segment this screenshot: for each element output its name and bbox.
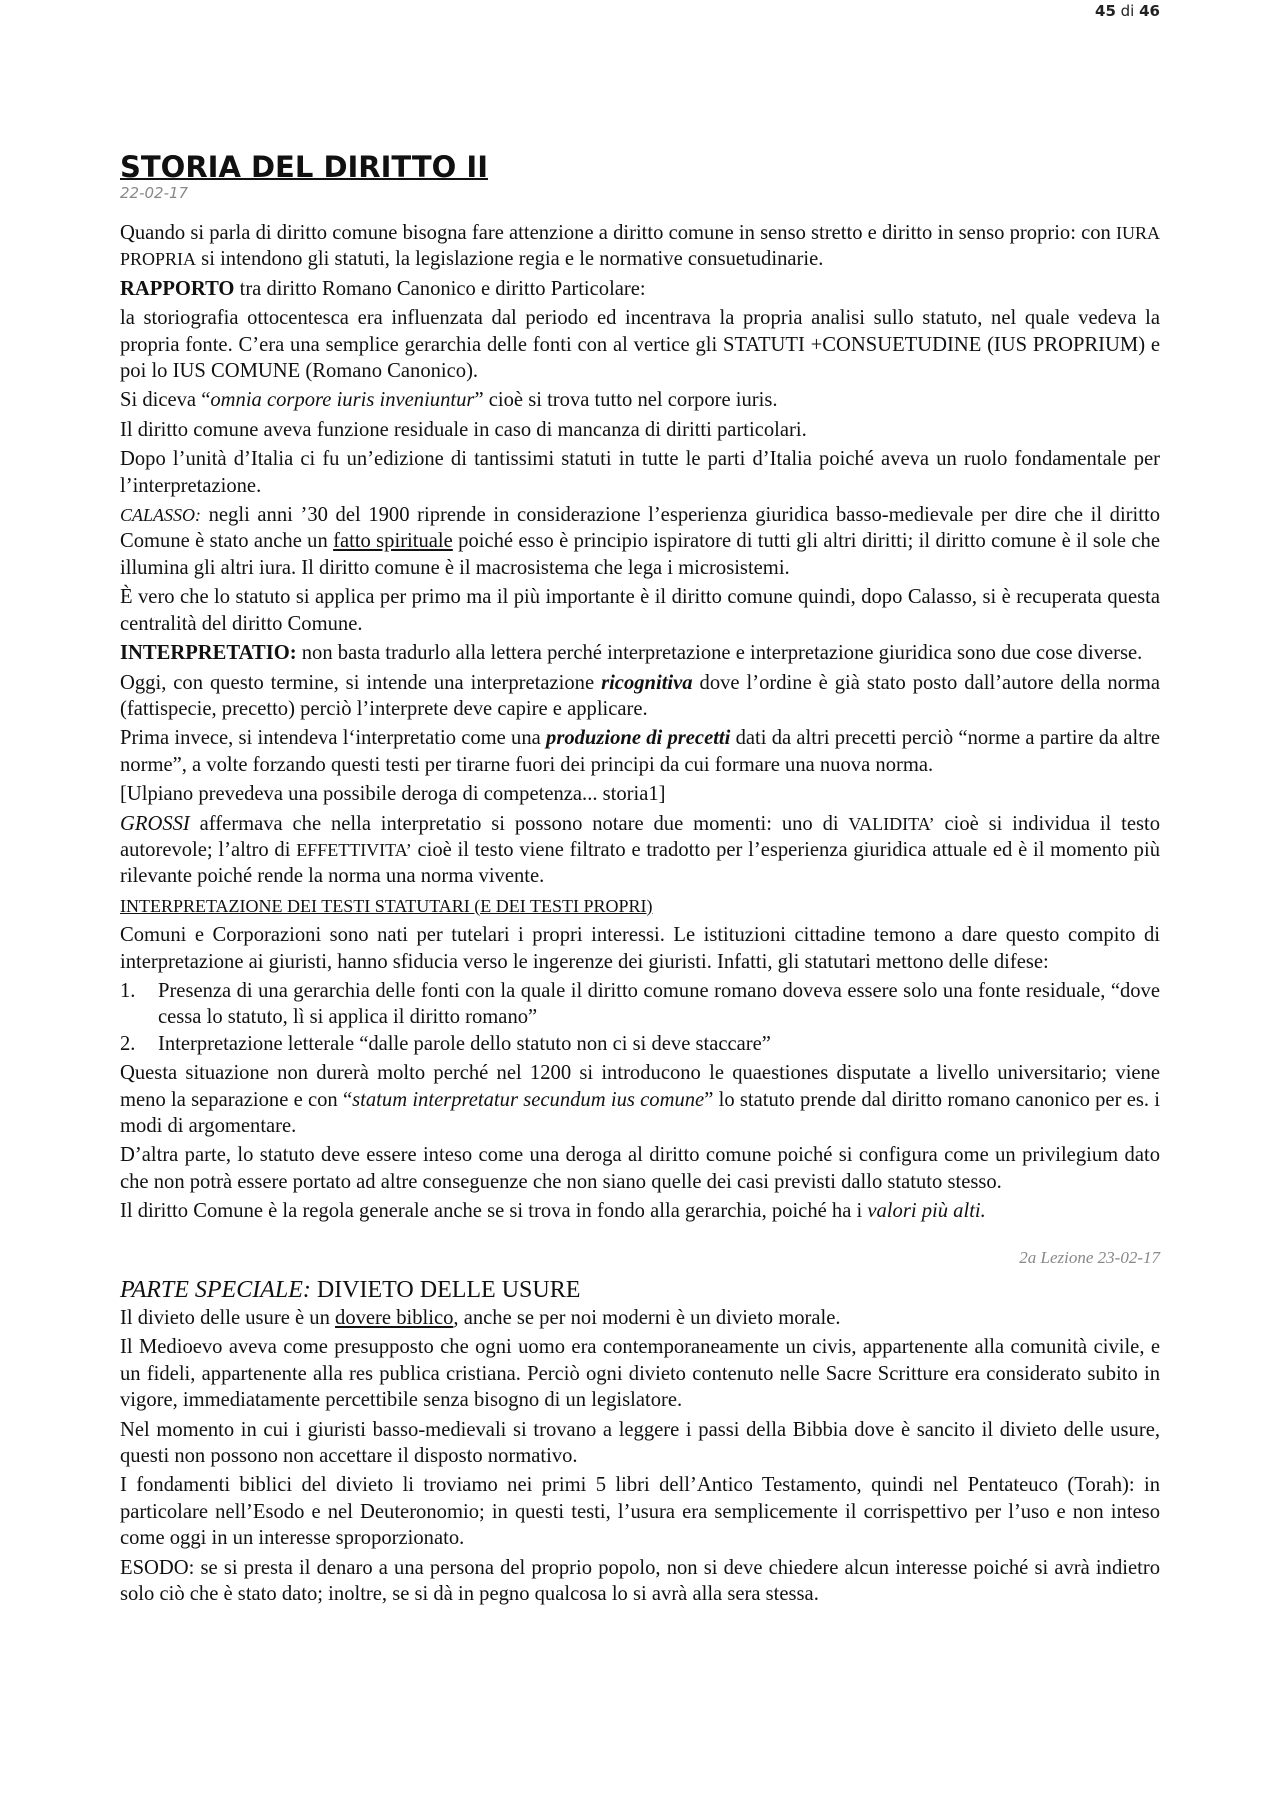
paragraph: I fondamenti biblici del divieto li troviamo nei primi 5 libri dell’Antico Testamento, quindi nel Pentateuco (Torah): in particolare nell’Esodo e nel Deuteronomio; in questi testi, l’usura era semplicemente il corrispettivo per l’uso e non inteso come oggi in un interesse sproporzionato. (120, 1474, 1160, 1550)
text: negli anni ’30 del 1900 riprende in considerazione l’esperienza giuridica basso-medievale per dire che il diritto Comune è stato anche un (120, 504, 1160, 553)
lesson-date: 2a Lezione 23-02-17 (1019, 1247, 1160, 1267)
text: affermava che nella interpretatio si possono notare due momenti: uno di (189, 812, 849, 835)
text: Si diceva “ (120, 389, 211, 412)
paragraph: È vero che lo statuto si applica per primo ma il più importante è il diritto comune quindi, dopo Calasso, si è recuperata questa centralità del diritto Comune. (120, 586, 1160, 635)
paragraph (120, 893, 1160, 919)
page-total: 46 (1139, 2, 1160, 20)
text: Il diritto Comune è la regola generale anche se si trova in fondo alla gerarchia, poiché ha i (120, 1200, 868, 1223)
page-number (1095, 2, 1160, 20)
list-item (120, 978, 1160, 1031)
text-italic: statum interpretatur secundum ius comune (352, 1088, 705, 1111)
text: tra diritto Romano Canonico e diritto Particolare: (234, 277, 646, 300)
text: Questa situazione non durerà molto perché nel 1200 si introducono le quaestiones disputate a livello universitario; viene meno la separazione e con “ (120, 1062, 1160, 1111)
paragraph: Nel momento in cui i giuristi basso-medievali si trovano a leggere i passi della Bibbia dove è sancito il divieto delle usure, questi non possono non accettare il disposto normativo. (120, 1418, 1160, 1468)
paragraph (120, 1198, 1160, 1224)
document-body (120, 150, 1160, 1611)
text-italic: omnia corpore iuris inveniuntur (210, 389, 475, 412)
list-text: Presenza di una gerarchia delle fonti con la quale il diritto comune romano doveva essere solo una fonte residuale, “dove cessa lo statuto, lì si applica il diritto romano” (158, 979, 1160, 1029)
text-italic: valori più alti. (867, 1200, 986, 1223)
list-number: 2. (120, 1032, 136, 1055)
paragraph (120, 220, 1160, 273)
paragraph: Dopo l’unità d’Italia ci fu un’edizione di tantissimi statuti in tutte le parti d’Italia poiché aveva un ruolo fondamentale per l’interpretazione. (120, 448, 1160, 497)
document-date: 22-02-17 (120, 184, 189, 202)
text: Quando si parla di diritto comune bisogna fare attenzione a diritto comune in senso stretto e diritto in senso proprio: con (120, 222, 1116, 244)
paragraph (120, 387, 1160, 413)
text: si intendono gli statuti, la legislazione regia e le normative consuetudinarie. (196, 248, 824, 271)
text: cioè si individua il testo autorevole; l’altro di (120, 812, 1160, 861)
list-number: 1. (120, 979, 136, 1002)
text-italic: GROSSI (120, 812, 190, 835)
paragraph (120, 640, 1160, 666)
text-bold-italic: produzione di precetti (546, 727, 731, 750)
text-italic: PARTE SPECIALE: (120, 1277, 311, 1304)
paragraph (120, 670, 1160, 723)
text: , anche se per noi moderni è un divieto morale. (453, 1307, 841, 1330)
paragraph (120, 276, 1160, 302)
text-underlined: dovere biblico (335, 1307, 454, 1330)
text-smallcaps: VALIDITA’ (848, 813, 935, 834)
text-smallcaps: EFFETTIVITA’ (296, 839, 412, 860)
paragraph: Il Medioevo aveva come presupposto che ogni uomo era contemporaneamente un civis, appartenente alla comunità civile, e un fideli, appartenente alla res publica cristiana. Perciò ogni divieto contenuto nelle Sacre Scritture era considerato subito in vigore, immediatamente percettibile senza bisogno di un legislatore. (120, 1336, 1160, 1412)
text: ” lo statuto prende dal diritto romano canonico per es. i modi di argomentare. (120, 1088, 1160, 1137)
numbered-list (120, 978, 1160, 1057)
paragraph (120, 725, 1160, 778)
document-title: STORIA DEL DIRITTO II (120, 150, 488, 184)
text: DIVIETO DELLE USURE (310, 1277, 581, 1304)
text: dati da altri precetti perciò “norme a partire da altre norme”, a volte forzando questi testi per tirarne fuori dei principi da cui formare una nuova norma. (120, 727, 1160, 776)
paragraph: Il diritto comune aveva funzione residuale in caso di mancanza di diritti particolari. (120, 418, 807, 441)
paragraph (120, 811, 1160, 890)
list-text: Interpretazione letterale “dalle parole dello statuto non ci si deve staccare” (158, 1032, 771, 1055)
text-bold: INTERPRETATIO: (120, 642, 297, 665)
text-bold: RAPPORTO (120, 277, 235, 300)
paragraph: [Ulpiano prevedeva una possibile deroga di competenza... storia1] (120, 783, 666, 806)
text: ” cioè si trova tutto nel corpore iuris. (474, 389, 778, 412)
text-smallcaps: IURA PROPRIA (120, 223, 1160, 270)
list-item (120, 1031, 1160, 1057)
page-separator: di (1115, 2, 1140, 20)
paragraph: Comuni e Corporazioni sono nati per tutelari i propri interessi. Le istituzioni cittadine temono a dare questo compito di interpretazione ai giuristi, hanno sfiducia verso le ingerenze dei giuristi. Infatti, gli statutari mettono delle difese: (120, 924, 1160, 973)
paragraph (120, 1060, 1160, 1139)
paragraph (120, 502, 1160, 581)
text: non basta tradurlo alla lettera perché interpretazione e interpretazione giuridica sono due cose diverse. (296, 642, 1143, 665)
section-title (120, 1275, 1160, 1305)
section-heading-underlined: INTERPRETAZIONE DEI TESTI STATUTARI (E DEI TESTI PROPRI) (120, 895, 653, 916)
paragraph: ESODO: se si presta il denaro a una persona del proprio popolo, non si deve chiedere alcun interesse poiché si avrà indietro solo ciò che è stato dato; inoltre, se si dà in pegno qualcosa lo si avrà alla sera stessa. (120, 1556, 1160, 1606)
text: cioè il testo viene filtrato e tradotto per l’esperienza giuridica attuale ed è il momento più rilevante poiché rende la norma una norma vivente. (120, 838, 1160, 888)
paragraph: la storiografia ottocentesca era influenzata dal periodo ed incentrava la propria analisi sullo statuto, nel quale vedeva la propria fonte. C’era una semplice gerarchia delle fonti con al vertice gli STATUTI +CONSUETUDINE (IUS PROPRIUM) e poi lo IUS COMUNE (Romano Canonico). (120, 307, 1160, 383)
text: poiché esso è principio ispiratore di tutti gli altri diritti; il diritto comune è il sole che illumina gli altri iura. Il diritto comune è il macrosistema che lega i microsistemi. (120, 530, 1160, 579)
text-italic: CALASSO: (120, 505, 201, 526)
text-underlined: fatto spirituale (333, 530, 453, 553)
text: dove l’ordine è già stato posto dall’autore della norma (fattispecie, precetto) perciò l’interprete deve capire e applicare. (120, 671, 1161, 720)
text: Il divieto delle usure è un (120, 1307, 336, 1330)
text-bold-italic: ricognitiva (601, 671, 693, 694)
text: Prima invece, si intendeva l‘interpretatio come una (120, 727, 547, 750)
paragraph (120, 1305, 1160, 1331)
paragraph: D’altra parte, lo statuto deve essere inteso come una deroga al diritto comune poiché si configura come un privilegium dato che non potrà essere portato ad altre conseguenze che non siano quelle dei casi previsti dallo statuto stesso. (120, 1144, 1160, 1193)
page-current: 45 (1095, 2, 1116, 20)
text: Oggi, con questo termine, si intende una interpretazione (120, 671, 602, 694)
